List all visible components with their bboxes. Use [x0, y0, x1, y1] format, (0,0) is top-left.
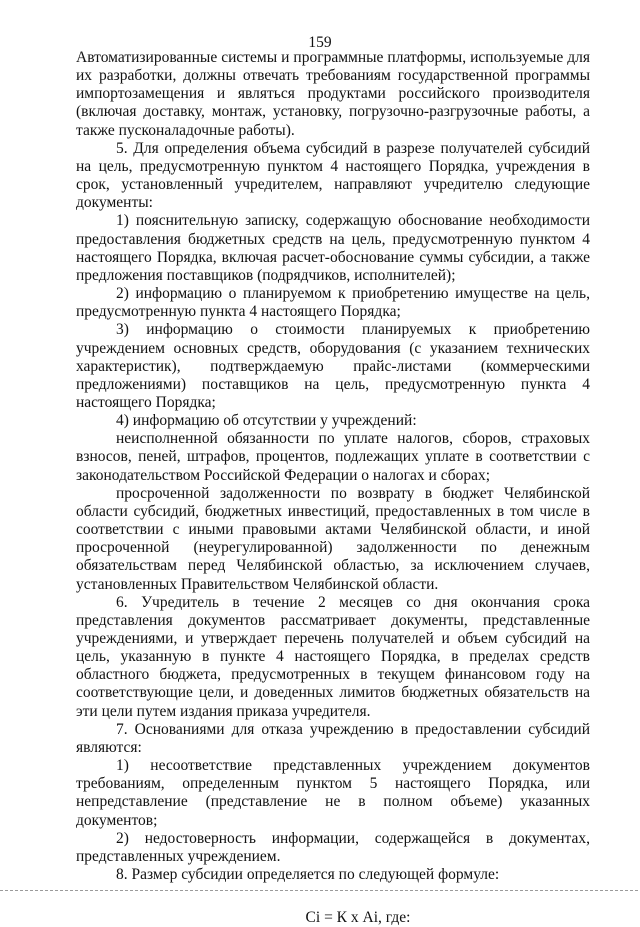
paragraph-clause-7-item-1: 1) несоответствие представленных учреждением документов требованиям, определенным пунктом 5 настоящего Порядка, или непредставление (представление не в полном объеме) указанных документов; [76, 757, 590, 829]
paragraph-tax-obligations: неисполненной обязанности по уплате налогов, сборов, страховых взносов, пеней, штрафов, процентов, подлежащих уплате в соответствии с законодательством Российской Федерации о налогах и сборах; [76, 430, 590, 484]
paragraph-clause-7: 7. Основаниями для отказа учреждению в предоставлении субсидий являются: [76, 720, 590, 756]
page-number: 159 [308, 34, 332, 51]
subsidy-formula: Ci = К х Ai, где: [305, 909, 411, 927]
paragraph-clause-5-item-3: 3) информацию о стоимости планируемых к приобретению учреждением основных средств, оборудования (с указанием технических характеристик), подтверждаемую прайс-листами (коммерческими предложениями) поставщиков на цель, предусмотренную пункта 4 настоящего Порядка; [76, 321, 590, 411]
paragraph-clause-5-item-4: 4) информацию об отсутствии у учреждений: [116, 412, 417, 430]
paragraph-clause-5-item-1: 1) пояснительную записку, содержащую обоснование необходимости предоставления бюджетных средств на цель, предусмотренную пунктом 4 настоящего Порядка, включая расчет-обоснование суммы субсидии, а также предложения поставщиков (подрядчиков, исполнителей); [76, 212, 590, 284]
scan-border-line [0, 890, 640, 891]
paragraph-clause-8: 8. Размер субсидии определяется по следующей формуле: [116, 866, 500, 884]
paragraph-clause-6: 6. Учредитель в течение 2 месяцев со дня окончания срока представления документов рассматривает документы, представленные учреждениями, и утверждает перечень получателей и объем субсидий на цель, указанную в пункте 4 настоящего Порядка, в пределах средств областного бюджета, предусмотренных в текущем финансовом году на соответствующие цели, и доведенных лимитов бюджетных обязательств на эти цели путем издания приказа учредителя. [76, 593, 590, 720]
paragraph-clause-5: 5. Для определения объема субсидий в разрезе получателей субсидий на цель, предусмотренную пунктом 4 настоящего Порядка, учреждения в срок, установленный учредителем, направляют учредителю следующие документы: [76, 139, 590, 212]
document-body [76, 49, 590, 927]
paragraph-clause-7-item-2: 2) недостоверность информации, содержащейся в документах, представленных учреждением. [76, 829, 590, 865]
paragraph-automation-requirements: Автоматизированные системы и программные платформы, используемые для их разработки, должны отвечать требованиям государственной программы импортозамещения и являться продуктами российского производителя (включая доставку, монтаж, установку, погрузочно-разгрузочные работы, а также пусконаладочные работы). [76, 49, 590, 139]
paragraph-clause-5-item-2: 2) информацию о планируемом к приобретению имуществе на цель, предусмотренную пункта 4 настоящего Порядка; [76, 285, 590, 321]
paragraph-overdue-debt: просроченной задолженности по возврату в бюджет Челябинской области субсидий, бюджетных инвестиций, предоставленных в том числе в соответствии с иными правовыми актами Челябинской области, и иной просроченной (неурегулированной) задолженности по денежным обязательствам перед Челябинской областью, за исключением случаев, установленных Правительством Челябинской области. [76, 484, 590, 593]
